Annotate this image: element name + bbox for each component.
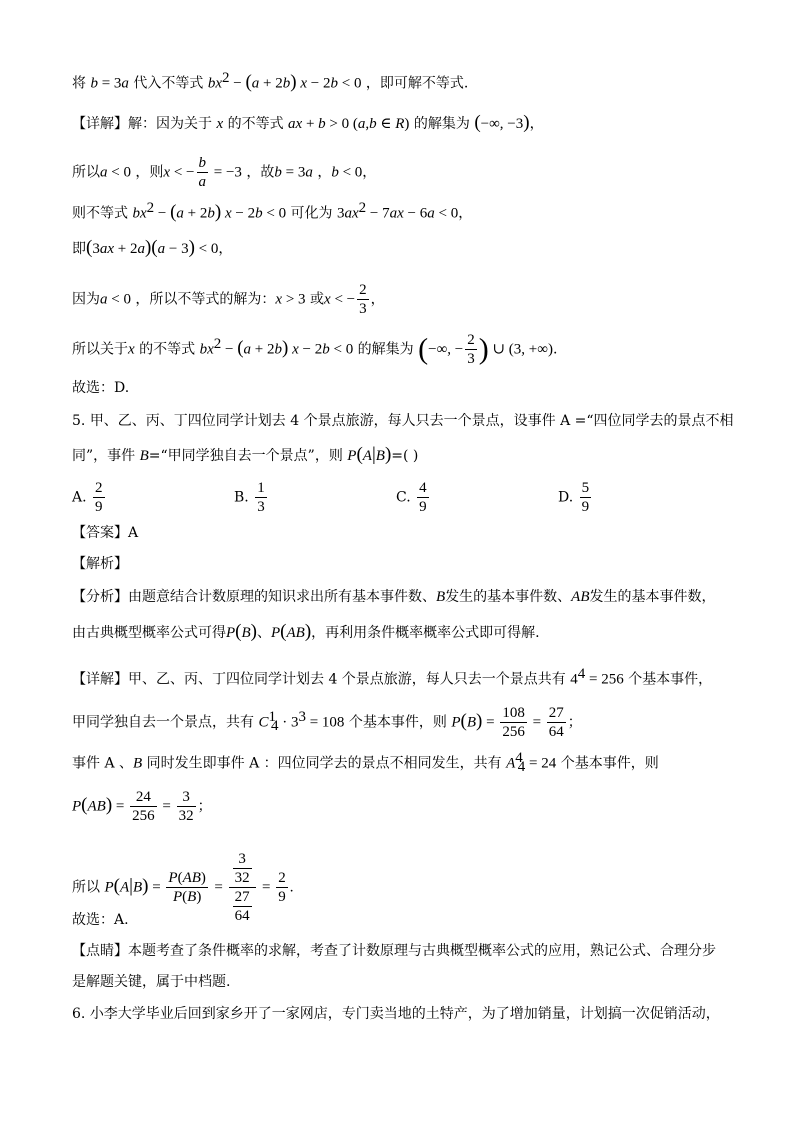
detail-line-4: P(AB) = $\frac{24}{256}$ = $\frac{3}{32}$ ； (72, 789, 212, 824)
option-a[interactable]: A. $\frac{2}{9}$ (72, 480, 103, 515)
answer-line-d: 故选：D. (72, 380, 130, 396)
line-3: 所以a < 0 ，则x < − $\frac{b}{a}$ = −3 ，故b = 3a ，b < 0， (72, 155, 377, 190)
key-point-line-2: 是解题关键，属于中档题. (72, 974, 231, 990)
line-7: 所以关于x 的不等式 $bx^2 - (a + 2b) x - 2b < 0$ 的解集为 (−∞, − $\frac{2}{3}$ ) ∪ (3, +∞). (72, 332, 558, 367)
question-6-line-1: 6. 小李大学毕业后回到家乡开了一家网店，专门卖当地的土特产，为了增加销量，计划搞一次促销活动， (72, 1006, 720, 1022)
detail-tag: 【详解】 (72, 116, 128, 132)
key-point-line-1: 【点睛】本题考查了条件概率的求解，考查了计数原理与古典概型概率公式的应用，熟记公式、合理分步 (72, 943, 716, 959)
line-2: 【详解】解：因为关于 x 的不等式 ax + b > 0 (a,b ∈ R) 的解集为 (−∞, −3)， (72, 112, 544, 133)
analysis-line-1: 【分析】由题意结合计数原理的知识求出所有基本事件数、B发生的基本事件数、AB发生的基本事件数， (72, 589, 716, 605)
answer-section: 【答案】A (72, 525, 139, 541)
option-d[interactable]: D. $\frac{5}{9}$ (558, 480, 590, 515)
line-1: 将 b = 3a 代入不等式 $bx^2 - (a + 2b) x - 2b < 0$ ，即可解不等式. (72, 70, 469, 93)
detail-line-3: 事件 A 、B 同时发生即事件 A ：四位同学去的景点不相同发生，共有 $A^4_4 = 24$ 个基本事件，则 (72, 750, 659, 776)
question-5-line-1: 5. 甲、乙、丙、丁四位同学计划去 4 个景点旅游，每人只去一个景点，设事件 A =“四位同学去的景点不相 (72, 413, 734, 429)
detail-line-5: 所以 P(A|B) = $\frac{P(AB)}{P(B)}$ = $\frac{\frac{3}{32}}{\frac{27}{64}}$ = $\frac{2}{9}$ . (72, 851, 294, 924)
question-5-line-2: 同”，事件 B=“甲同学独自去一个景点”，则 P(A|B)=( ) (72, 444, 419, 465)
analysis-line-2: 由古典概型概率公式可得P(B)、P(AB)，再利用条件概率概率公式即可得解. (72, 621, 540, 642)
option-c[interactable]: C. $\frac{4}{9}$ (396, 480, 427, 515)
answer-line-a: 故选：A. (72, 912, 129, 928)
option-b[interactable]: B. $\frac{1}{3}$ (234, 480, 265, 515)
line-6: 因为a < 0 ，所以不等式的解为：x > 3 或x < − $\frac{2}{3}$ ， (72, 282, 385, 317)
detail-line-2: 甲同学独自去一个景点，共有 $C^1_4 \cdot 3^3 = 108$ 个基本事件，则 P(B) = $\frac{108}{256}$ = $\frac{27}{64}$ ； (72, 705, 582, 740)
line-4: 则不等式 $bx^2 - (a + 2b) x - 2b < 0$ 可化为 $3ax^2 - 7ax - 6a < 0$， (72, 200, 473, 223)
detail-line-1: 【详解】甲、乙、丙、丁四位同学计划去 4 个景点旅游，每人只去一个景点共有 $4^4 = 256$ 个基本事件， (72, 666, 713, 688)
analysis-heading: 【解析】 (72, 556, 128, 572)
line-5: 即(3ax + 2a)(a − 3) < 0， (72, 237, 233, 258)
